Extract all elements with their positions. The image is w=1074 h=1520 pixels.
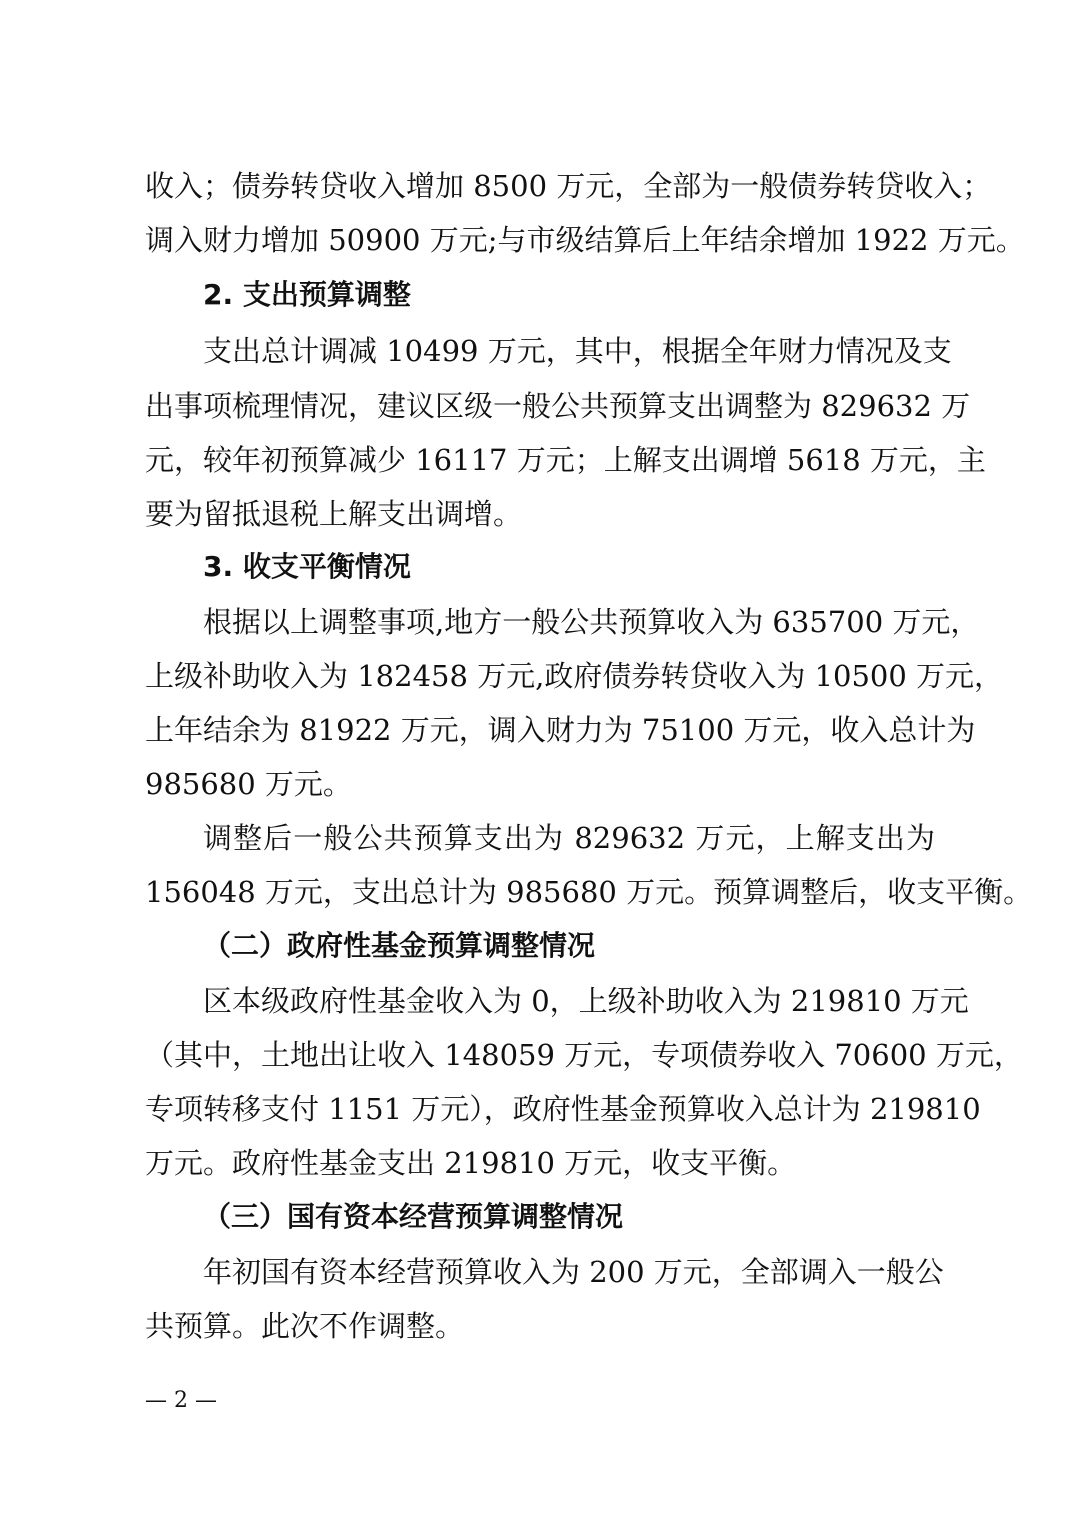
section-heading-balance: 3. 收支平衡情况 — [203, 550, 411, 583]
paragraph-line: （其中，土地出让收入 148059 万元，专项债券收入 70600 万元， — [145, 1038, 1023, 1072]
paragraph-line: 专项转移支付 1151 万元），政府性基金预算收入总计为 219810 — [145, 1092, 981, 1126]
paragraph-line: 调整后一般公共预算支出为 829632 万元，上解支出为 — [203, 821, 935, 855]
section-heading-expenditure-adjustment: 2. 支出预算调整 — [203, 278, 411, 311]
paragraph-line: 上年结余为 81922 万元，调入财力为 75100 万元，收入总计为 — [145, 713, 976, 747]
paragraph-line: 要为留抵退税上解支出调增。 — [145, 497, 523, 531]
paragraph-line: 根据以上调整事项,地方一般公共预算收入为 635700 万元， — [203, 605, 980, 639]
section-heading-state-capital: （三）国有资本经营预算调整情况 — [203, 1200, 624, 1233]
paragraph-line: 共预算。此次不作调整。 — [145, 1309, 465, 1343]
section-heading-government-fund: （二）政府性基金预算调整情况 — [203, 929, 596, 962]
paragraph-line: 调入财力增加 50900 万元;与市级结算后上年结余增加 1922 万元。 — [145, 223, 1025, 257]
paragraph-line: 支出总计调减 10499 万元，其中，根据全年财力情况及支 — [203, 334, 952, 368]
page-number: — 2 — — [145, 1388, 217, 1413]
paragraph-line: 年初国有资本经营预算收入为 200 万元，全部调入一般公 — [203, 1255, 944, 1289]
paragraph-line: 985680 万元。 — [145, 767, 352, 801]
paragraph-line: 出事项梳理情况，建议区级一般公共预算支出调整为 829632 万 — [145, 389, 971, 423]
paragraph-line: 元，较年初预算减少 16117 万元；上解支出调增 5618 万元，主 — [145, 443, 986, 477]
paragraph-line: 万元。政府性基金支出 219810 万元，收支平衡。 — [145, 1146, 797, 1180]
paragraph-line: 156048 万元，支出总计为 985680 万元。预算调整后，收支平衡。 — [145, 875, 1033, 909]
paragraph-line: 收入；债券转贷收入增加 8500 万元，全部为一般债券转贷收入； — [145, 169, 992, 203]
paragraph-line: 上级补助收入为 182458 万元,政府债券转贷收入为 10500 万元， — [145, 659, 1004, 693]
paragraph-line: 区本级政府性基金收入为 0，上级补助收入为 219810 万元 — [203, 984, 969, 1018]
